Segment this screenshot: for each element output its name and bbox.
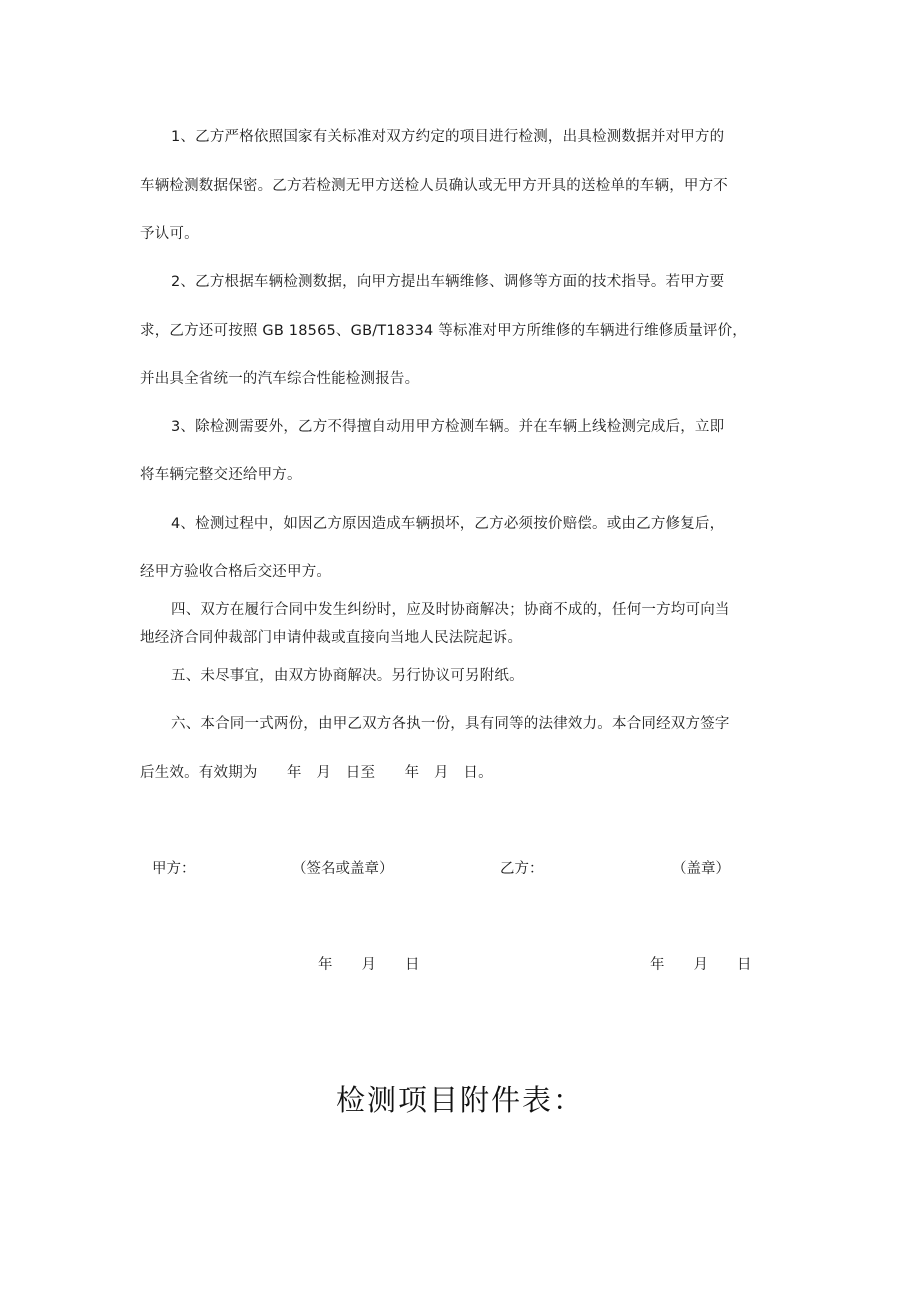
clause-2-line-1: 2、乙方根据车辆检测数据，向甲方提出车辆维修、调修等方面的技术指导。若甲方要 [171, 274, 725, 290]
clause-1-line-2: 车辆检测数据保密。乙方若检测无甲方送检人员确认或无甲方开具的送检单的车辆，甲方不 [140, 178, 728, 194]
section-6-line-2: 后生效。有效期为 年 月 日至 年 月 日。 [140, 765, 493, 781]
party-a-signature-field: （签名或盖章） [292, 861, 394, 877]
section-4-line-2: 地经济合同仲裁部门申请仲裁或直接向当地人民法院起诉。 [140, 630, 523, 646]
clause-3-line-1: 3、除检测需要外，乙方不得擅自动用甲方检测车辆。并在车辆上线检测完成后，立即 [171, 419, 725, 435]
party-a-date: 年 月 日 [318, 957, 420, 973]
clause-1-line-3: 予认可。 [140, 226, 199, 242]
clause-1-line-1: 1、乙方严格依照国家有关标准对双方约定的项目进行检测，出具检测数据并对甲方的 [171, 129, 725, 145]
section-6-line-1: 六、本合同一式两份，由甲乙双方各执一份，具有同等的法律效力。本合同经双方签字 [171, 716, 730, 732]
party-b-date: 年 月 日 [650, 957, 752, 973]
section-5-line-1: 五、未尽事宜，由双方协商解决。另行协议可另附纸。 [171, 668, 524, 684]
appendix-title: 检测项目附件表： [335, 1083, 584, 1117]
clause-4-line-1: 4、检测过程中，如因乙方原因造成车辆损坏，乙方必须按价赔偿。或由乙方修复后， [171, 516, 725, 532]
party-b-seal-field: （盖章） [672, 861, 730, 877]
clause-4-line-2: 经甲方验收合格后交还甲方。 [140, 564, 332, 580]
party-a-label: 甲方： [152, 861, 196, 877]
clause-2-line-3: 并出具全省统一的汽车综合性能检测报告。 [140, 371, 420, 387]
party-b-label: 乙方： [500, 861, 544, 877]
section-4-line-1: 四、双方在履行合同中发生纠纷时，应及时协商解决；协商不成的，任何一方均可向当 [171, 602, 730, 618]
clause-2-line-2: 求，乙方还可按照 GB 18565、GB/T18334 等标准对甲方所维修的车辆进行维修质量评价， [140, 323, 747, 339]
clause-3-line-2: 将车辆完整交还给甲方。 [140, 467, 302, 483]
